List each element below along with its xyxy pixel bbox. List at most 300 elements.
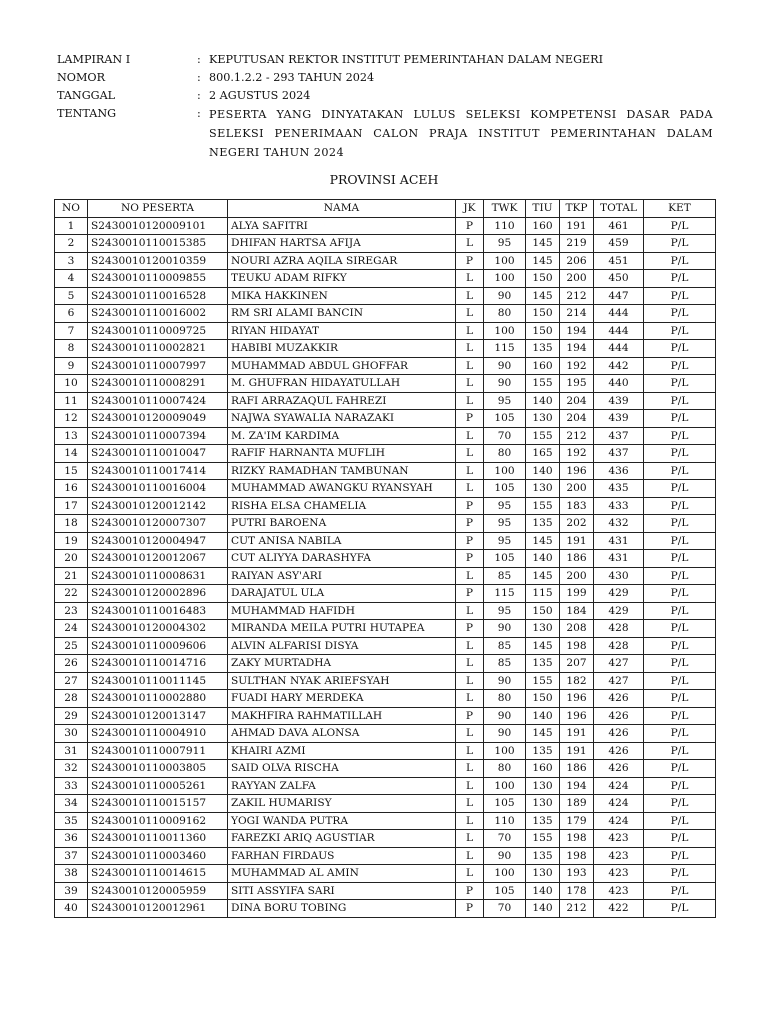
col-twk-cell: 90 [484, 707, 526, 725]
header-label: LAMPIRAN I [57, 53, 131, 66]
col-jk-cell: P [456, 620, 484, 638]
col-no-cell: 38 [55, 865, 88, 883]
col-twk-cell: 115 [484, 340, 526, 358]
table-row [55, 375, 716, 393]
col-nama-cell: YOGI WANDA PUTRA [228, 812, 456, 830]
col-no-peserta-cell: S2430010110008631 [88, 567, 228, 585]
col-tkp-cell: 206 [560, 252, 594, 270]
col-nama-cell: ZAKY MURTADHA [228, 655, 456, 673]
col-ket-cell: P/L [644, 830, 716, 848]
col-no-cell: 6 [55, 305, 88, 323]
col-twk-cell: 90 [484, 357, 526, 375]
col-nama-cell: HABIBI MUZAKKIR [228, 340, 456, 358]
col-tiu-cell: 160 [526, 357, 560, 375]
col-tkp-cell: 182 [560, 672, 594, 690]
col-no-peserta-cell: S2430010120010359 [88, 252, 228, 270]
col-jk-cell: L [456, 480, 484, 498]
col-tkp-cell: 196 [560, 707, 594, 725]
col-total-cell: 440 [594, 375, 644, 393]
col-twk-cell: 80 [484, 305, 526, 323]
col-no-cell: 11 [55, 392, 88, 410]
col-tkp-cell: 212 [560, 427, 594, 445]
col-tkp-cell: 192 [560, 357, 594, 375]
col-no-cell: 24 [55, 620, 88, 638]
col-tkp-cell: 196 [560, 462, 594, 480]
col-tiu-cell: 150 [526, 602, 560, 620]
col-ket-cell: P/L [644, 567, 716, 585]
col-tiu-cell: 140 [526, 900, 560, 918]
col-no-cell: 39 [55, 882, 88, 900]
col-ket-cell: P/L [644, 865, 716, 883]
col-no-peserta-cell: S2430010120007307 [88, 515, 228, 533]
col-jk-cell: L [456, 812, 484, 830]
col-tkp-cell: 212 [560, 900, 594, 918]
col-tiu-cell: 145 [526, 287, 560, 305]
col-tiu-cell: 140 [526, 462, 560, 480]
col-no-peserta-cell: S2430010110005261 [88, 777, 228, 795]
col-twk-header: TWK [484, 200, 526, 218]
col-tkp-cell: 193 [560, 865, 594, 883]
col-ket-cell: P/L [644, 847, 716, 865]
col-jk-header: JK [456, 200, 484, 218]
col-twk-cell: 90 [484, 620, 526, 638]
col-tkp-cell: 194 [560, 777, 594, 795]
document-header [57, 51, 713, 162]
col-tkp-cell: 212 [560, 287, 594, 305]
col-total-cell: 426 [594, 742, 644, 760]
header-value: KEPUTUSAN REKTOR INSTITUT PEMERINTAHAN DALAM NEGERI [209, 53, 604, 66]
col-total-cell: 439 [594, 392, 644, 410]
col-tkp-cell: 194 [560, 322, 594, 340]
col-twk-cell: 95 [484, 515, 526, 533]
col-ket-cell: P/L [644, 690, 716, 708]
col-ket-cell: P/L [644, 217, 716, 235]
col-ket-cell: P/L [644, 357, 716, 375]
col-jk-cell: L [456, 287, 484, 305]
col-total-cell: 427 [594, 655, 644, 673]
col-ket-cell: P/L [644, 707, 716, 725]
col-tiu-cell: 130 [526, 777, 560, 795]
col-jk-cell: P [456, 707, 484, 725]
col-tkp-header: TKP [560, 200, 594, 218]
col-tkp-cell: 202 [560, 515, 594, 533]
col-no-cell: 23 [55, 602, 88, 620]
col-ket-cell: P/L [644, 725, 716, 743]
col-total-cell: 428 [594, 620, 644, 638]
col-total-cell: 435 [594, 480, 644, 498]
col-twk-cell: 100 [484, 742, 526, 760]
col-ket-cell: P/L [644, 795, 716, 813]
col-no-cell: 33 [55, 777, 88, 795]
col-tiu-cell: 160 [526, 217, 560, 235]
col-tiu-cell: 155 [526, 497, 560, 515]
col-no-cell: 21 [55, 567, 88, 585]
table-row [55, 427, 716, 445]
col-twk-cell: 90 [484, 375, 526, 393]
col-total-cell: 426 [594, 707, 644, 725]
col-no-peserta-cell: S2430010110002880 [88, 690, 228, 708]
col-tiu-cell: 145 [526, 252, 560, 270]
col-no-peserta-cell: S2430010110009606 [88, 637, 228, 655]
col-total-cell: 451 [594, 252, 644, 270]
table-row [55, 480, 716, 498]
table-row [55, 515, 716, 533]
col-tkp-cell: 219 [560, 235, 594, 253]
header-colon: : [197, 89, 201, 102]
col-ket-cell: P/L [644, 235, 716, 253]
col-no-peserta-cell: S2430010110007424 [88, 392, 228, 410]
table-row [55, 322, 716, 340]
col-tkp-cell: 195 [560, 375, 594, 393]
col-no-peserta-cell: S2430010110009855 [88, 270, 228, 288]
col-total-cell: 423 [594, 865, 644, 883]
col-nama-cell: FAREZKI ARIQ AGUSTIAR [228, 830, 456, 848]
col-jk-cell: P [456, 900, 484, 918]
table-row [55, 830, 716, 848]
col-total-cell: 459 [594, 235, 644, 253]
table-row [55, 865, 716, 883]
col-nama-cell: ALYA SAFITRI [228, 217, 456, 235]
col-twk-cell: 105 [484, 550, 526, 568]
col-no-peserta-cell: S2430010110011360 [88, 830, 228, 848]
table-row [55, 672, 716, 690]
col-jk-cell: L [456, 322, 484, 340]
header-label: TENTANG [57, 107, 117, 120]
col-tiu-cell: 150 [526, 322, 560, 340]
col-jk-cell: L [456, 830, 484, 848]
col-no-cell: 8 [55, 340, 88, 358]
col-no-cell: 7 [55, 322, 88, 340]
col-ket-cell: P/L [644, 392, 716, 410]
col-no-peserta-cell: S2430010110009162 [88, 812, 228, 830]
col-no-cell: 10 [55, 375, 88, 393]
col-tkp-cell: 192 [560, 445, 594, 463]
col-ket-cell: P/L [644, 252, 716, 270]
col-no-peserta-cell: S2430010120004302 [88, 620, 228, 638]
table-row [55, 602, 716, 620]
table-row [55, 707, 716, 725]
col-ket-cell: P/L [644, 305, 716, 323]
col-nama-cell: M. ZA'IM KARDIMA [228, 427, 456, 445]
col-no-cell: 22 [55, 585, 88, 603]
col-no-cell: 20 [55, 550, 88, 568]
table-row [55, 690, 716, 708]
col-ket-cell: P/L [644, 410, 716, 428]
col-tkp-cell: 198 [560, 637, 594, 655]
table-row [55, 655, 716, 673]
col-no-cell: 13 [55, 427, 88, 445]
col-jk-cell: L [456, 672, 484, 690]
col-tiu-cell: 145 [526, 235, 560, 253]
col-tkp-cell: 186 [560, 760, 594, 778]
col-twk-cell: 100 [484, 865, 526, 883]
col-jk-cell: P [456, 532, 484, 550]
col-no-cell: 14 [55, 445, 88, 463]
col-nama-cell: RAFIF HARNANTA MUFLIH [228, 445, 456, 463]
col-nama-cell: FARHAN FIRDAUS [228, 847, 456, 865]
col-jk-cell: P [456, 515, 484, 533]
col-no-cell: 15 [55, 462, 88, 480]
col-ket-cell: P/L [644, 812, 716, 830]
col-twk-cell: 100 [484, 270, 526, 288]
col-no-cell: 34 [55, 795, 88, 813]
col-nama-cell: SAID OLVA RISCHA [228, 760, 456, 778]
col-ket-cell: P/L [644, 585, 716, 603]
col-tiu-cell: 140 [526, 707, 560, 725]
col-twk-cell: 110 [484, 217, 526, 235]
col-tiu-header: TIU [526, 200, 560, 218]
col-tkp-cell: 207 [560, 655, 594, 673]
col-tkp-cell: 200 [560, 480, 594, 498]
col-nama-cell: CUT ALIYYA DARASHYFA [228, 550, 456, 568]
col-tiu-cell: 165 [526, 445, 560, 463]
col-no-peserta-cell: S2430010110017414 [88, 462, 228, 480]
col-tkp-cell: 200 [560, 567, 594, 585]
col-total-cell: 428 [594, 637, 644, 655]
col-nama-cell: RIZKY RAMADHAN TAMBUNAN [228, 462, 456, 480]
header-row-nomor [57, 69, 713, 87]
col-no-header: NO [55, 200, 88, 218]
col-twk-cell: 95 [484, 392, 526, 410]
col-no-peserta-cell: S2430010110016002 [88, 305, 228, 323]
col-nama-cell: ALVIN ALFARISI DISYA [228, 637, 456, 655]
col-twk-cell: 85 [484, 567, 526, 585]
col-tkp-cell: 199 [560, 585, 594, 603]
col-no-peserta-cell: S2430010110007997 [88, 357, 228, 375]
col-ket-cell: P/L [644, 480, 716, 498]
col-no-cell: 4 [55, 270, 88, 288]
col-twk-cell: 100 [484, 777, 526, 795]
col-nama-cell: RAIYAN ASY'ARI [228, 567, 456, 585]
table-row [55, 637, 716, 655]
table-row [55, 812, 716, 830]
col-ket-cell: P/L [644, 777, 716, 795]
col-jk-cell: L [456, 357, 484, 375]
col-tiu-cell: 145 [526, 725, 560, 743]
col-total-cell: 437 [594, 427, 644, 445]
header-row-tanggal [57, 87, 713, 105]
col-twk-cell: 90 [484, 725, 526, 743]
col-ket-cell: P/L [644, 375, 716, 393]
table-row [55, 357, 716, 375]
col-tkp-cell: 191 [560, 742, 594, 760]
col-jk-cell: L [456, 340, 484, 358]
col-nama-cell: MUHAMMAD AWANGKU RYANSYAH [228, 480, 456, 498]
col-total-cell: 426 [594, 725, 644, 743]
col-no-peserta-cell: S2430010110016004 [88, 480, 228, 498]
col-no-peserta-cell: S2430010110015157 [88, 795, 228, 813]
col-no-cell: 30 [55, 725, 88, 743]
col-tkp-cell: 189 [560, 795, 594, 813]
col-no-peserta-header: NO PESERTA [88, 200, 228, 218]
col-total-cell: 447 [594, 287, 644, 305]
col-jk-cell: L [456, 235, 484, 253]
col-twk-cell: 115 [484, 585, 526, 603]
col-total-header: TOTAL [594, 200, 644, 218]
col-nama-cell: FUADI HARY MERDEKA [228, 690, 456, 708]
col-twk-cell: 95 [484, 235, 526, 253]
col-twk-cell: 95 [484, 497, 526, 515]
col-tkp-cell: 178 [560, 882, 594, 900]
table-row [55, 532, 716, 550]
col-total-cell: 426 [594, 690, 644, 708]
col-jk-cell: L [456, 742, 484, 760]
col-tkp-cell: 191 [560, 532, 594, 550]
col-no-cell: 9 [55, 357, 88, 375]
col-tkp-cell: 196 [560, 690, 594, 708]
col-ket-cell: P/L [644, 427, 716, 445]
col-no-peserta-cell: S2430010110010047 [88, 445, 228, 463]
col-twk-cell: 85 [484, 655, 526, 673]
col-total-cell: 439 [594, 410, 644, 428]
col-twk-cell: 105 [484, 480, 526, 498]
col-nama-cell: MIRANDA MEILA PUTRI HUTAPEA [228, 620, 456, 638]
col-no-cell: 27 [55, 672, 88, 690]
col-total-cell: 424 [594, 812, 644, 830]
col-no-cell: 40 [55, 900, 88, 918]
col-nama-cell: RISHA ELSA CHAMELIA [228, 497, 456, 515]
col-twk-cell: 80 [484, 445, 526, 463]
col-tiu-cell: 130 [526, 795, 560, 813]
table-row [55, 795, 716, 813]
col-nama-cell: RIYAN HIDAYAT [228, 322, 456, 340]
col-no-cell: 29 [55, 707, 88, 725]
col-tiu-cell: 135 [526, 847, 560, 865]
header-colon: : [197, 71, 201, 84]
col-ket-cell: P/L [644, 462, 716, 480]
col-no-peserta-cell: S2430010110004910 [88, 725, 228, 743]
col-twk-cell: 90 [484, 287, 526, 305]
table-row [55, 620, 716, 638]
col-twk-cell: 100 [484, 322, 526, 340]
col-twk-cell: 70 [484, 830, 526, 848]
col-tiu-cell: 135 [526, 515, 560, 533]
col-tiu-cell: 130 [526, 865, 560, 883]
col-total-cell: 444 [594, 322, 644, 340]
col-nama-cell: DINA BORU TOBING [228, 900, 456, 918]
col-tiu-cell: 140 [526, 550, 560, 568]
col-ket-cell: P/L [644, 322, 716, 340]
col-jk-cell: L [456, 760, 484, 778]
col-tiu-cell: 130 [526, 480, 560, 498]
col-no-cell: 5 [55, 287, 88, 305]
col-ket-cell: P/L [644, 270, 716, 288]
col-no-cell: 2 [55, 235, 88, 253]
table-row [55, 760, 716, 778]
col-ket-cell: P/L [644, 672, 716, 690]
col-jk-cell: L [456, 777, 484, 795]
col-total-cell: 431 [594, 550, 644, 568]
col-no-cell: 18 [55, 515, 88, 533]
col-ket-cell: P/L [644, 340, 716, 358]
col-no-cell: 16 [55, 480, 88, 498]
col-tkp-cell: 214 [560, 305, 594, 323]
col-tiu-cell: 135 [526, 812, 560, 830]
col-twk-cell: 90 [484, 847, 526, 865]
col-nama-cell: SULTHAN NYAK ARIEFSYAH [228, 672, 456, 690]
col-no-cell: 31 [55, 742, 88, 760]
col-jk-cell: L [456, 445, 484, 463]
col-no-peserta-cell: S2430010120002896 [88, 585, 228, 603]
col-nama-cell: SITI ASSYIFA SARI [228, 882, 456, 900]
col-no-peserta-cell: S2430010120005959 [88, 882, 228, 900]
col-tiu-cell: 155 [526, 375, 560, 393]
table-row [55, 742, 716, 760]
col-ket-cell: P/L [644, 637, 716, 655]
header-row-tentang [57, 105, 713, 162]
col-no-peserta-cell: S2430010110003805 [88, 760, 228, 778]
col-twk-cell: 95 [484, 602, 526, 620]
col-jk-cell: P [456, 550, 484, 568]
col-twk-cell: 105 [484, 795, 526, 813]
col-total-cell: 431 [594, 532, 644, 550]
col-twk-cell: 105 [484, 882, 526, 900]
table-row [55, 847, 716, 865]
col-twk-cell: 70 [484, 427, 526, 445]
table-row [55, 550, 716, 568]
col-total-cell: 427 [594, 672, 644, 690]
col-no-peserta-cell: S2430010110003460 [88, 847, 228, 865]
col-nama-cell: DARAJATUL ULA [228, 585, 456, 603]
col-ket-cell: P/L [644, 445, 716, 463]
col-total-cell: 444 [594, 340, 644, 358]
col-ket-cell: P/L [644, 742, 716, 760]
table-row [55, 252, 716, 270]
col-no-peserta-cell: S2430010110009725 [88, 322, 228, 340]
col-no-cell: 28 [55, 690, 88, 708]
col-no-peserta-cell: S2430010110014615 [88, 865, 228, 883]
col-nama-cell: TEUKU ADAM RIFKY [228, 270, 456, 288]
col-no-cell: 12 [55, 410, 88, 428]
results-table [54, 199, 716, 918]
col-no-peserta-cell: S2430010110014716 [88, 655, 228, 673]
col-tiu-cell: 115 [526, 585, 560, 603]
header-value: PESERTA YANG DINYATAKAN LULUS SELEKSI KOMPETENSI DASAR PADA SELEKSI PENERIMAAN CALON PRAJA INSTITUT PEMERINTAHAN DALAM NEGERI TAHUN 2024 [209, 108, 713, 159]
col-nama-cell: MUHAMMAD HAFIDH [228, 602, 456, 620]
col-tkp-cell: 200 [560, 270, 594, 288]
col-total-cell: 423 [594, 882, 644, 900]
col-twk-cell: 95 [484, 532, 526, 550]
col-tkp-cell: 184 [560, 602, 594, 620]
col-twk-cell: 100 [484, 252, 526, 270]
table-row [55, 567, 716, 585]
col-total-cell: 433 [594, 497, 644, 515]
col-nama-cell: RAYYAN ZALFA [228, 777, 456, 795]
col-jk-cell: P [456, 410, 484, 428]
col-jk-cell: P [456, 882, 484, 900]
col-total-cell: 436 [594, 462, 644, 480]
col-no-peserta-cell: S2430010110007394 [88, 427, 228, 445]
table-row [55, 585, 716, 603]
col-nama-cell: ZAKIL HUMARISY [228, 795, 456, 813]
col-nama-cell: NOURI AZRA AQILA SIREGAR [228, 252, 456, 270]
col-tiu-cell: 150 [526, 690, 560, 708]
col-ket-cell: P/L [644, 515, 716, 533]
col-no-peserta-cell: S2430010110007911 [88, 742, 228, 760]
col-nama-cell: AHMAD DAVA ALONSA [228, 725, 456, 743]
col-jk-cell: L [456, 270, 484, 288]
col-no-peserta-cell: S2430010120012961 [88, 900, 228, 918]
col-tkp-cell: 198 [560, 830, 594, 848]
col-nama-cell: CUT ANISA NABILA [228, 532, 456, 550]
table-row [55, 392, 716, 410]
col-jk-cell: L [456, 567, 484, 585]
col-jk-cell: P [456, 217, 484, 235]
col-no-cell: 3 [55, 252, 88, 270]
col-jk-cell: L [456, 305, 484, 323]
col-total-cell: 444 [594, 305, 644, 323]
col-tkp-cell: 191 [560, 217, 594, 235]
